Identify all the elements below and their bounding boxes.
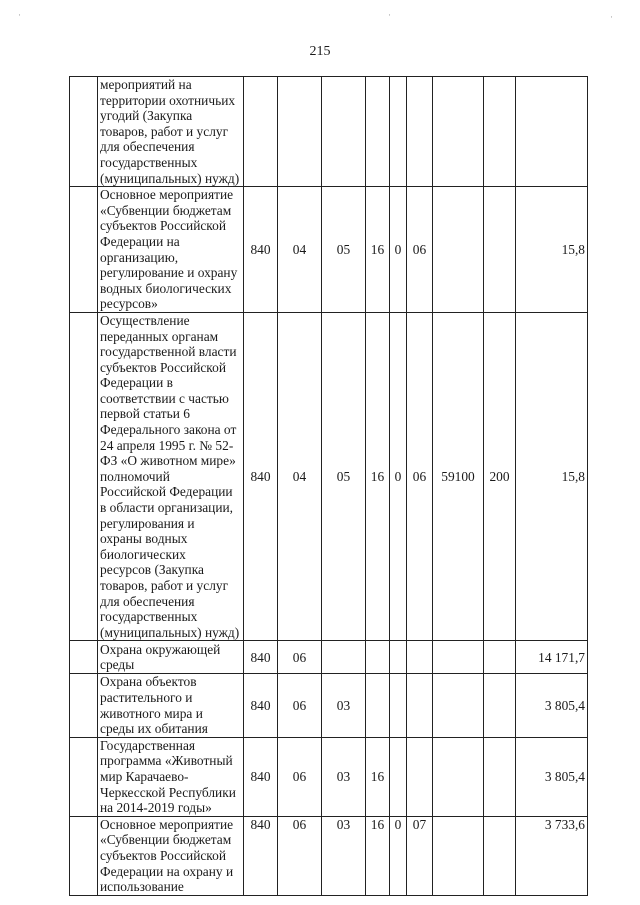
row-number-cell bbox=[70, 737, 98, 816]
activity-code-cell: 06 bbox=[407, 312, 433, 640]
row-number-cell bbox=[70, 77, 98, 187]
row-number-cell bbox=[70, 312, 98, 640]
section-code-cell: 04 bbox=[278, 312, 322, 640]
section-code-cell: 04 bbox=[278, 187, 322, 313]
ministry-code-cell bbox=[244, 77, 278, 187]
subsection-code-cell: 03 bbox=[322, 674, 366, 737]
row-number-cell bbox=[70, 641, 98, 674]
amount-cell: 3 805,4 bbox=[516, 737, 588, 816]
scan-speck: · bbox=[388, 10, 391, 20]
section-code-cell: 06 bbox=[278, 816, 322, 895]
item-name-cell: Государственная программа «Животный мир Карачаево- Черкесской Республики на 2014-2019 годы» bbox=[98, 737, 244, 816]
subsection-code-cell bbox=[322, 641, 366, 674]
program-code-cell: 16 bbox=[366, 187, 390, 313]
subprogram-code-cell bbox=[390, 77, 407, 187]
program-code-cell: 16 bbox=[366, 816, 390, 895]
subsection-code-cell bbox=[322, 77, 366, 187]
amount-cell: 15,8 bbox=[516, 187, 588, 313]
expense-type-cell bbox=[484, 77, 516, 187]
activity-code-cell bbox=[407, 641, 433, 674]
ministry-code-cell: 840 bbox=[244, 737, 278, 816]
item-name-cell: мероприятий на территории охотничьих угодий (Закупка товаров, работ и услуг для обеспечения государственных (муниципальных) нужд) bbox=[98, 77, 244, 187]
row-number-cell bbox=[70, 816, 98, 895]
row-number-cell bbox=[70, 187, 98, 313]
ministry-code-cell: 840 bbox=[244, 641, 278, 674]
ministry-code-cell: 840 bbox=[244, 674, 278, 737]
page-number: 215 bbox=[309, 44, 331, 59]
program-code-cell: 16 bbox=[366, 312, 390, 640]
program-code-cell bbox=[366, 77, 390, 187]
table-row bbox=[70, 641, 588, 674]
subprogram-code-cell bbox=[390, 674, 407, 737]
subsection-code-cell: 03 bbox=[322, 816, 366, 895]
expense-type-cell bbox=[484, 641, 516, 674]
item-name-cell: Основное мероприятие «Субвенции бюджетам субъектов Российской Федерации на охрану и использование bbox=[98, 816, 244, 895]
activity-code-cell: 06 bbox=[407, 187, 433, 313]
activity-code-cell: 07 bbox=[407, 816, 433, 895]
activity-code-cell bbox=[407, 674, 433, 737]
subsection-code-cell: 05 bbox=[322, 187, 366, 313]
subsection-code-cell: 03 bbox=[322, 737, 366, 816]
item-name-cell: Основное мероприятие «Субвенции бюджетам субъектов Российской Федерации на организацию, регулирование и охрану водных биологических ресурсов» bbox=[98, 187, 244, 313]
subprogram-code-cell: 0 bbox=[390, 312, 407, 640]
program-code-cell bbox=[366, 674, 390, 737]
table-row bbox=[70, 77, 588, 187]
amount-cell: 14 171,7 bbox=[516, 641, 588, 674]
direction-code-cell bbox=[433, 816, 484, 895]
ministry-code-cell: 840 bbox=[244, 816, 278, 895]
direction-code-cell bbox=[433, 641, 484, 674]
program-code-cell bbox=[366, 641, 390, 674]
section-code-cell: 06 bbox=[278, 737, 322, 816]
subprogram-code-cell: 0 bbox=[390, 816, 407, 895]
budget-table-body bbox=[70, 77, 588, 896]
budget-table bbox=[69, 76, 588, 896]
direction-code-cell bbox=[433, 674, 484, 737]
table-row bbox=[70, 816, 588, 895]
subprogram-code-cell bbox=[390, 641, 407, 674]
expense-type-cell bbox=[484, 674, 516, 737]
activity-code-cell bbox=[407, 77, 433, 187]
amount-cell bbox=[516, 77, 588, 187]
expense-type-cell: 200 bbox=[484, 312, 516, 640]
item-name-cell: Осуществление переданных органам государственной власти субъектов Российской Федерации в соответствии с частью первой статьи 6 Федерального закона от 24 апреля 1995 г. № 52- ФЗ «О животном мире» полномочий Российской Федерации в области организации, регулирования и охраны водных биологических ресурсов (Закупка товаров, работ и услуг для обеспечения государственных (муниципальных) нужд) bbox=[98, 312, 244, 640]
expense-type-cell bbox=[484, 816, 516, 895]
amount-cell: 15,8 bbox=[516, 312, 588, 640]
table-row bbox=[70, 187, 588, 313]
amount-cell: 3 805,4 bbox=[516, 674, 588, 737]
direction-code-cell bbox=[433, 737, 484, 816]
section-code-cell: 06 bbox=[278, 641, 322, 674]
table-row bbox=[70, 737, 588, 816]
amount-cell: 3 733,6 bbox=[516, 816, 588, 895]
direction-code-cell bbox=[433, 187, 484, 313]
expense-type-cell bbox=[484, 737, 516, 816]
direction-code-cell bbox=[433, 77, 484, 187]
ministry-code-cell: 840 bbox=[244, 312, 278, 640]
program-code-cell: 16 bbox=[366, 737, 390, 816]
section-code-cell: 06 bbox=[278, 674, 322, 737]
row-number-cell bbox=[70, 674, 98, 737]
subprogram-code-cell bbox=[390, 737, 407, 816]
activity-code-cell bbox=[407, 737, 433, 816]
item-name-cell: Охрана объектов растительного и животного мира и среды их обитания bbox=[98, 674, 244, 737]
subprogram-code-cell: 0 bbox=[390, 187, 407, 313]
subsection-code-cell: 05 bbox=[322, 312, 366, 640]
ministry-code-cell: 840 bbox=[244, 187, 278, 313]
scan-speck: · bbox=[610, 12, 613, 22]
scan-speck: · bbox=[18, 10, 21, 20]
table-row bbox=[70, 312, 588, 640]
table-row bbox=[70, 674, 588, 737]
expense-type-cell bbox=[484, 187, 516, 313]
section-code-cell bbox=[278, 77, 322, 187]
item-name-cell: Охрана окружающей среды bbox=[98, 641, 244, 674]
direction-code-cell: 59100 bbox=[433, 312, 484, 640]
